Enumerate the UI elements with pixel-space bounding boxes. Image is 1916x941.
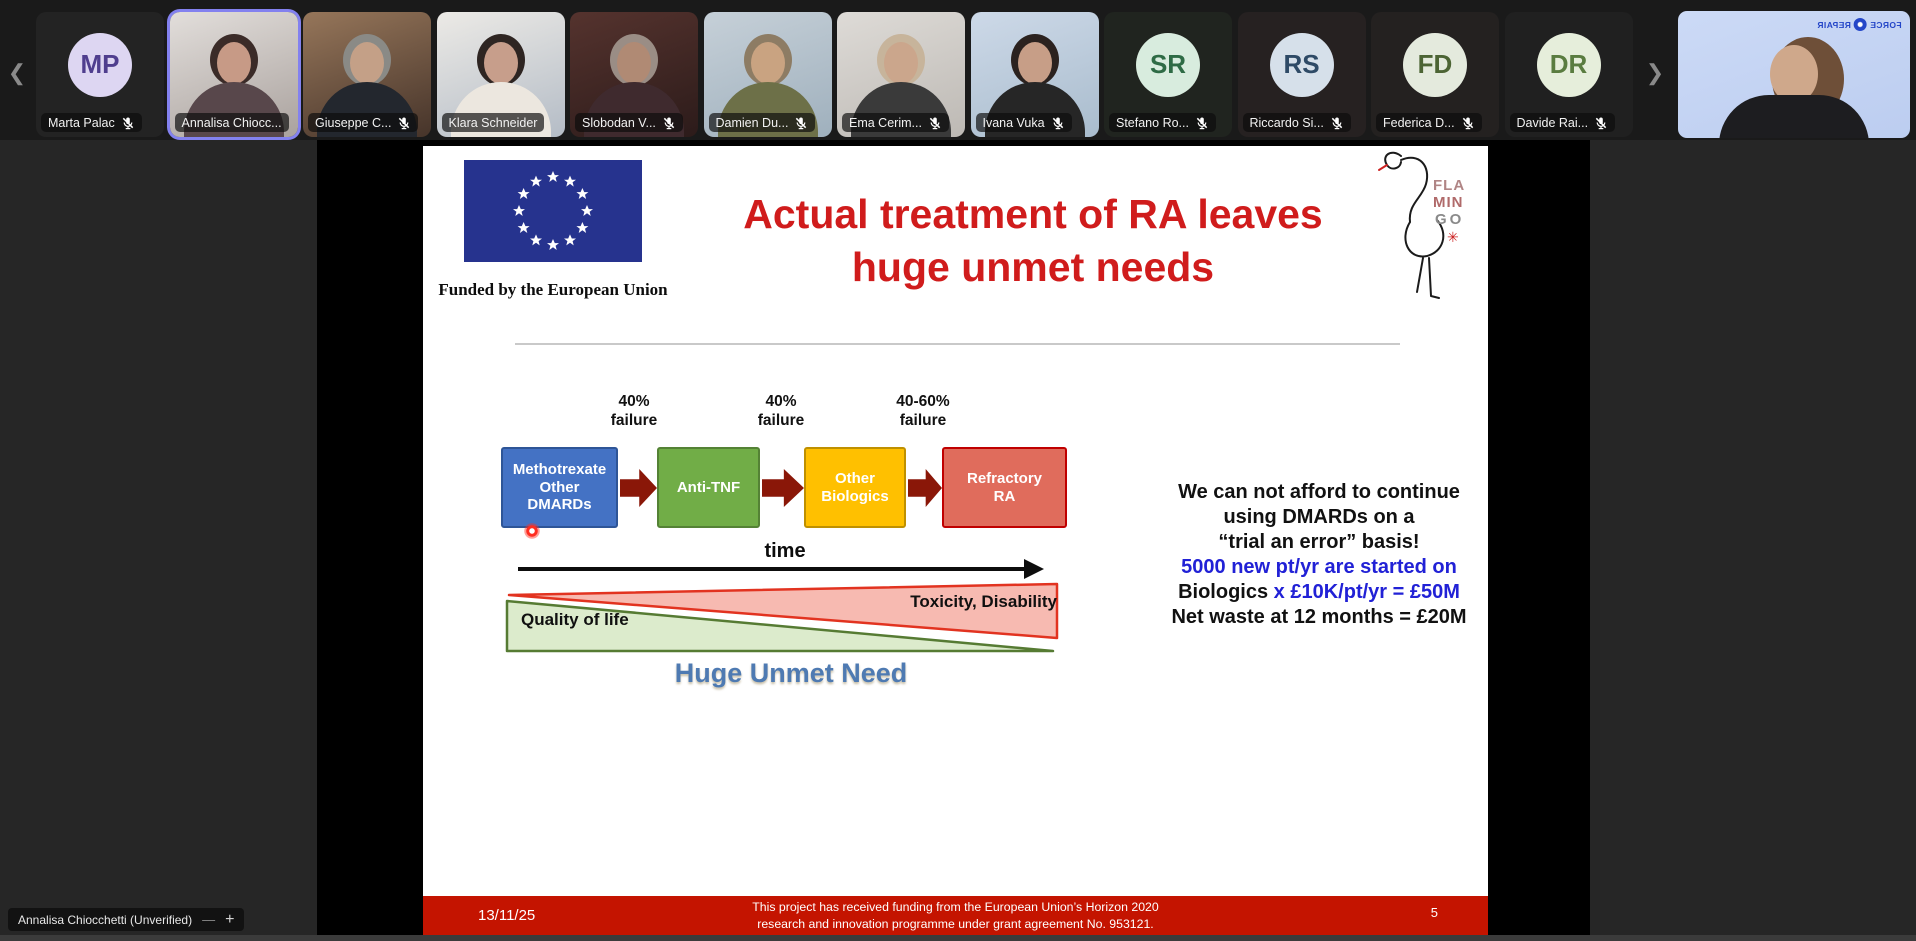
funding-statement: This project has received funding from the European Union’s Horizon 2020 research and innovation programme under grant agreement No. 953121. (752, 900, 1159, 931)
eu-funding-caption: Funded by the European Union (438, 280, 668, 299)
participant-filmstrip (0, 0, 1916, 140)
flow-arrow-icon (620, 469, 657, 507)
failure-label-2: 40% failure (757, 393, 805, 429)
avatar: RS (1270, 33, 1334, 97)
slide-date: 13/11/25 (478, 907, 536, 924)
avatar: DR (1537, 33, 1601, 97)
mic-muted-icon (397, 116, 411, 130)
mic-muted-icon (1195, 116, 1209, 130)
slide-page-number: 5 (1430, 905, 1438, 920)
flow-box-other-biologics: Other Biologics (804, 447, 906, 528)
participant-name: Davide Rai... (1516, 115, 1589, 130)
participant-tile[interactable] (303, 12, 431, 137)
svg-text:GO: GO (1435, 211, 1465, 228)
participant-name: Giuseppe C... (315, 115, 392, 130)
logo-emblem-icon (1854, 18, 1867, 31)
mic-muted-icon (928, 116, 942, 130)
slide-title: Actual treatment of RA leaves huge unmet needs (743, 191, 1323, 290)
participant-name: Annalisa Chiocc... (181, 115, 282, 130)
participant-name: Damien Du... (715, 115, 789, 130)
mic-muted-icon (1330, 116, 1344, 130)
quality-of-life-label: Quality of life (521, 610, 629, 629)
mic-muted-icon (1594, 116, 1608, 130)
avatar: SR (1136, 33, 1200, 97)
failure-label-1: 40% failure (610, 393, 658, 429)
participant-name: Riccardo Si... (1249, 115, 1324, 130)
laser-pointer-dot (524, 523, 540, 539)
mic-muted-icon (794, 116, 808, 130)
mic-muted-icon (662, 116, 676, 130)
svg-text:✳: ✳ (1447, 229, 1459, 245)
presenter-name: Annalisa Chiocchetti (Unverified) (18, 912, 193, 927)
participant-tile[interactable] (170, 12, 298, 137)
presenter-label-pill (8, 908, 244, 931)
flamingo-logo (1361, 146, 1485, 304)
spotlight-video[interactable] (1678, 11, 1910, 138)
avatar: FD (1403, 33, 1467, 97)
chevron-left-icon[interactable]: ❮ (7, 60, 27, 85)
title-divider (515, 343, 1400, 345)
time-arrowhead-icon (1024, 559, 1044, 579)
participant-tile[interactable] (1505, 12, 1633, 137)
participant-tile[interactable] (1104, 12, 1232, 137)
toxicity-disability-label: Toxicity, Disability (910, 592, 1057, 611)
participant-name: Federica D... (1383, 115, 1455, 130)
avatar: MP (68, 33, 132, 97)
presentation-slide (423, 146, 1488, 935)
flow-arrow-icon (762, 469, 804, 507)
flow-box-methotrexate: Methotrexate Other DMARDs (501, 447, 618, 528)
participant-name: Stefano Ro... (1116, 115, 1189, 130)
participant-name: Ivana Vuka (982, 115, 1045, 130)
slide-footer-banner (423, 896, 1488, 935)
participant-tile[interactable] (837, 12, 965, 137)
chevron-right-icon[interactable]: ❯ (1645, 60, 1665, 85)
participant-name: Marta Palac (48, 115, 115, 130)
participant-tile[interactable] (971, 12, 1099, 137)
participant-tile[interactable] (570, 12, 698, 137)
participant-name: Ema Cerim... (849, 115, 922, 130)
participant-tile[interactable] (437, 12, 565, 137)
flow-arrow-icon (908, 469, 942, 507)
zoom-in-button[interactable]: + (225, 910, 235, 928)
participant-tile[interactable] (36, 12, 164, 137)
time-axis-label: time (764, 540, 806, 562)
participant-name: Slobodan V... (582, 115, 656, 130)
huge-unmet-need-label: Huge Unmet Need (674, 658, 908, 688)
participant-tile[interactable] (1371, 12, 1499, 137)
eu-flag (464, 160, 642, 262)
svg-text:MIN: MIN (1433, 194, 1464, 211)
participant-tile[interactable] (704, 12, 832, 137)
flow-box-anti-tnf: Anti-TNF (657, 447, 760, 528)
mic-muted-icon (1051, 116, 1065, 130)
time-arrow (518, 567, 1026, 571)
force-repair-logo: FORCE REPAIR (1817, 19, 1902, 30)
participant-name: Klara Schneider (448, 115, 538, 130)
mic-muted-icon (1461, 116, 1475, 130)
svg-text:FLA: FLA (1433, 177, 1466, 194)
bottom-strip (0, 935, 1916, 941)
flow-box-refractory-ra: Refractory RA (942, 447, 1067, 528)
cost-text-block: We can not afford to continue using DMARDs on a “trial an error” basis! 5000 new pt/yr are started on Biologics x £10K/pt/yr = £50M Net waste at 12 months = £20M (1171, 481, 1467, 628)
participant-tile[interactable] (1238, 12, 1366, 137)
zoom-out-button[interactable]: — (202, 912, 216, 927)
mic-muted-icon (121, 116, 135, 130)
failure-label-3: 40-60% failure (896, 393, 950, 429)
